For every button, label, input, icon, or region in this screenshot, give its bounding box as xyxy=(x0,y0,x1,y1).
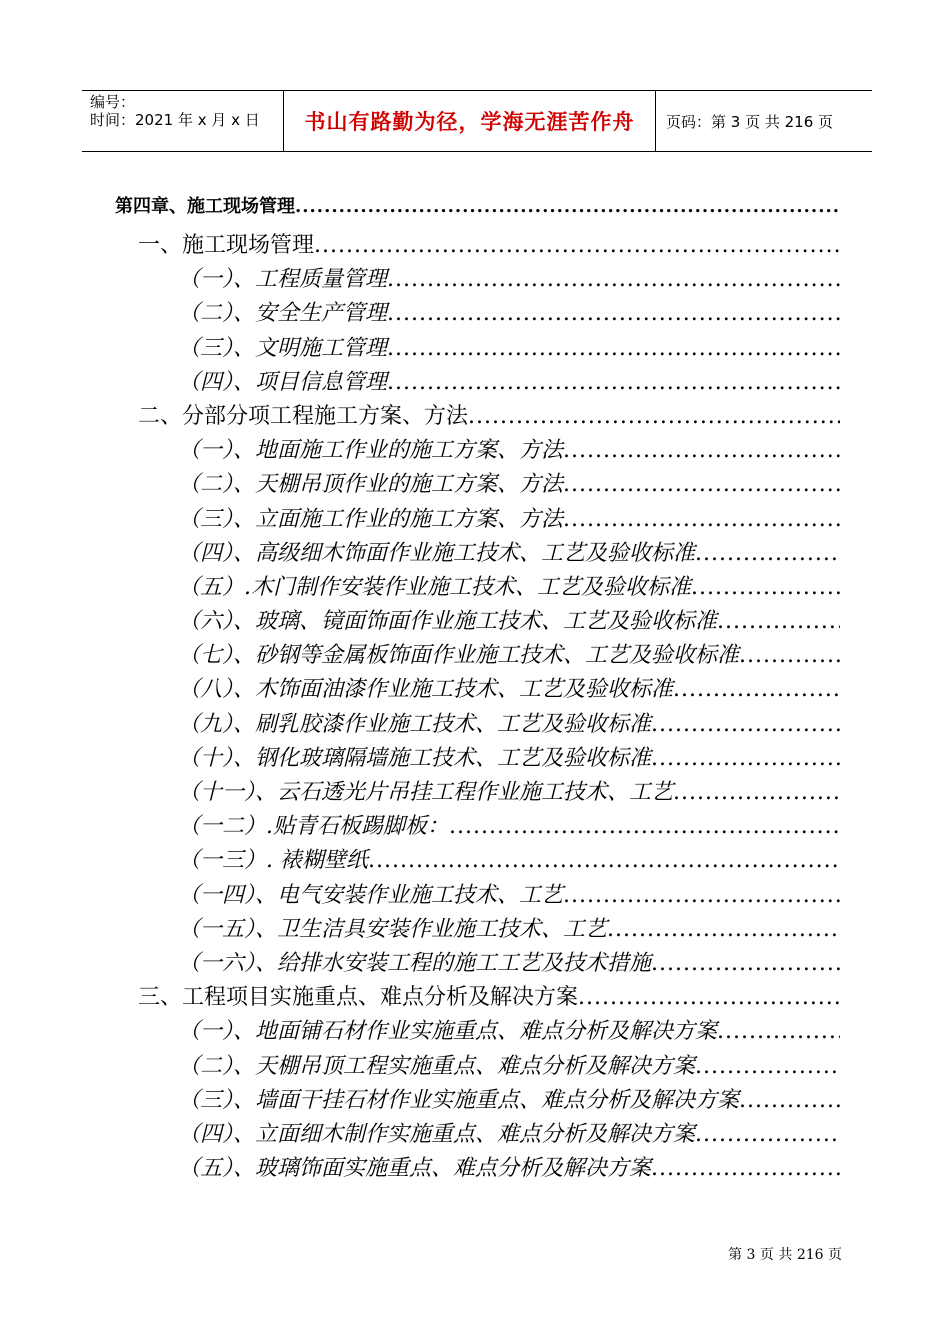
toc-leader-dots xyxy=(691,575,840,600)
toc-leader-dots xyxy=(387,370,840,395)
toc-leader-dots xyxy=(651,712,840,737)
toc-subsection-entry[interactable] xyxy=(0,502,840,536)
toc-entry-text: 第四章、施工现场管理 xyxy=(115,196,295,217)
toc-subsection-entry[interactable] xyxy=(0,467,840,501)
toc-leader-dots xyxy=(468,404,840,429)
toc-entry-text: （三）、立面施工作业的施工方案、方法 xyxy=(178,506,564,532)
toc-subsection-entry[interactable] xyxy=(0,331,840,365)
toc-entry-text: 一、施工现场管理 xyxy=(138,233,315,258)
toc-entry-text: （十）、钢化玻璃隔墙施工技术、工艺及验收标准 xyxy=(178,745,652,771)
toc-entry-text: （一）、地面施工作业的施工方案、方法 xyxy=(178,438,564,464)
header-motto: 书山有路勤为径，学海无涯苦作舟 xyxy=(284,91,656,151)
toc-entry-text: （五）.木门制作安装作业施工技术、工艺及验收标准 xyxy=(178,574,691,600)
toc-entry-text: （一三）. 裱糊壁纸 xyxy=(178,848,368,874)
toc-entry-text: （四）、高级细木饰面作业施工技术、工艺及验收标准 xyxy=(178,540,696,566)
toc-leader-dots xyxy=(387,301,840,326)
toc-subsection-entry[interactable] xyxy=(0,707,840,741)
toc-leader-dots xyxy=(607,917,840,942)
toc-leader-dots xyxy=(739,1088,840,1113)
toc-section-entry[interactable] xyxy=(0,980,840,1014)
toc-entry-text: （一）、地面铺石材作业实施重点、难点分析及解决方案 xyxy=(178,1019,718,1045)
toc-subsection-entry[interactable] xyxy=(0,878,840,912)
toc-subsection-entry[interactable] xyxy=(0,1083,840,1117)
toc-subsection-entry[interactable] xyxy=(0,672,840,706)
toc-leader-dots xyxy=(578,985,840,1010)
toc-entry-text: （三）、文明施工管理 xyxy=(178,335,388,361)
toc-subsection-entry[interactable] xyxy=(0,638,840,672)
toc-subsection-entry[interactable] xyxy=(0,365,840,399)
toc-leader-dots xyxy=(563,472,840,497)
toc-entry-text: （三）、墙面干挂石材作业实施重点、难点分析及解决方案 xyxy=(178,1087,740,1113)
toc-leader-dots xyxy=(695,541,840,566)
toc-subsection-entry[interactable] xyxy=(0,433,840,467)
toc-entry-text: （一五）、卫生洁具安装作业施工技术、工艺 xyxy=(178,916,608,942)
toc-subsection-entry[interactable] xyxy=(0,604,840,638)
toc-entry-text: （二）、天棚吊顶作业的施工方案、方法 xyxy=(178,472,564,498)
toc-leader-dots xyxy=(449,814,840,839)
header-page-info: 页码：第 3 页 共 216 页 xyxy=(666,112,834,131)
toc-leader-dots xyxy=(314,233,840,258)
toc-entry-text: （一六）、给排水安装工程的施工工艺及技术措施 xyxy=(178,950,652,976)
toc-subsection-entry[interactable] xyxy=(0,1014,840,1048)
header-time-label: 时间：2021 年 x 月 x 日 xyxy=(90,111,260,129)
toc-section-entry[interactable] xyxy=(0,399,840,433)
toc-subsection-entry[interactable] xyxy=(0,536,840,570)
header-number-label: 编号： xyxy=(90,93,136,111)
toc-leader-dots xyxy=(387,267,840,292)
toc-leader-dots xyxy=(717,609,840,634)
toc-leader-dots xyxy=(563,507,840,532)
toc-subsection-entry[interactable] xyxy=(0,1049,840,1083)
toc-section-entry[interactable] xyxy=(0,228,840,262)
toc-leader-dots xyxy=(717,1019,840,1044)
toc-leader-dots xyxy=(651,746,840,771)
toc-leader-dots xyxy=(368,848,840,873)
toc-subsection-entry[interactable] xyxy=(0,1151,840,1185)
table-of-contents xyxy=(0,192,950,1185)
toc-entry-text: （六）、玻璃、镜面饰面作业施工技术、工艺及验收标准 xyxy=(178,609,718,635)
toc-entry-text: （一）、工程质量管理 xyxy=(178,267,388,293)
toc-entry-text: 二、分部分项工程施工方案、方法 xyxy=(138,403,469,429)
toc-leader-dots xyxy=(695,1054,840,1079)
toc-subsection-entry[interactable] xyxy=(0,570,840,604)
toc-entry-text: （七）、砂钢等金属板饰面作业施工技术、工艺及验收标准 xyxy=(178,643,740,669)
toc-entry-text: （二）、天棚吊顶工程实施重点、难点分析及解决方案 xyxy=(178,1053,696,1079)
toc-entry-text: （一四）、电气安装作业施工技术、工艺 xyxy=(178,882,564,908)
toc-entry-text: （四）、立面细木制作实施重点、难点分析及解决方案 xyxy=(178,1121,696,1147)
toc-subsection-entry[interactable] xyxy=(0,809,840,843)
toc-subsection-entry[interactable] xyxy=(0,843,840,877)
toc-leader-dots xyxy=(739,643,840,668)
toc-entry-text: （四）、项目信息管理 xyxy=(178,369,388,395)
toc-leader-dots xyxy=(563,883,840,908)
page-footer: 第 3 页 共 216 页 xyxy=(728,1247,842,1263)
toc-entry-text: 三、工程项目实施重点、难点分析及解决方案 xyxy=(138,985,579,1011)
toc-subsection-entry[interactable] xyxy=(0,946,840,980)
toc-entry-text: （九）、刷乳胶漆作业施工技术、工艺及验收标准 xyxy=(178,711,652,737)
toc-entry-text: （五）、玻璃饰面实施重点、难点分析及解决方案 xyxy=(178,1156,652,1182)
toc-leader-dots xyxy=(673,677,840,702)
toc-subsection-entry[interactable] xyxy=(0,296,840,330)
toc-subsection-entry[interactable] xyxy=(0,741,840,775)
toc-entry-text: （十一）、云石透光片吊挂工程作业施工技术、工艺 xyxy=(178,780,674,805)
toc-leader-dots xyxy=(387,336,840,361)
toc-entry-text: （一二）.贴青石板踢脚板： xyxy=(178,814,449,840)
toc-leader-dots xyxy=(563,438,840,463)
document-header xyxy=(82,90,872,152)
toc-subsection-entry[interactable] xyxy=(0,262,840,296)
toc-leader-dots xyxy=(695,1122,840,1147)
toc-leader-dots xyxy=(295,196,840,217)
toc-leader-dots xyxy=(651,1156,840,1181)
toc-entry-text: （八）、木饰面油漆作业施工技术、工艺及验收标准 xyxy=(178,677,674,703)
toc-leader-dots xyxy=(651,951,840,976)
header-meta xyxy=(82,91,284,151)
toc-subsection-entry[interactable] xyxy=(0,775,840,809)
toc-chapter-entry[interactable] xyxy=(0,192,840,228)
toc-subsection-entry[interactable] xyxy=(0,1117,840,1151)
toc-leader-dots xyxy=(673,780,840,805)
toc-subsection-entry[interactable] xyxy=(0,912,840,946)
toc-entry-text: （二）、安全生产管理 xyxy=(178,301,388,327)
